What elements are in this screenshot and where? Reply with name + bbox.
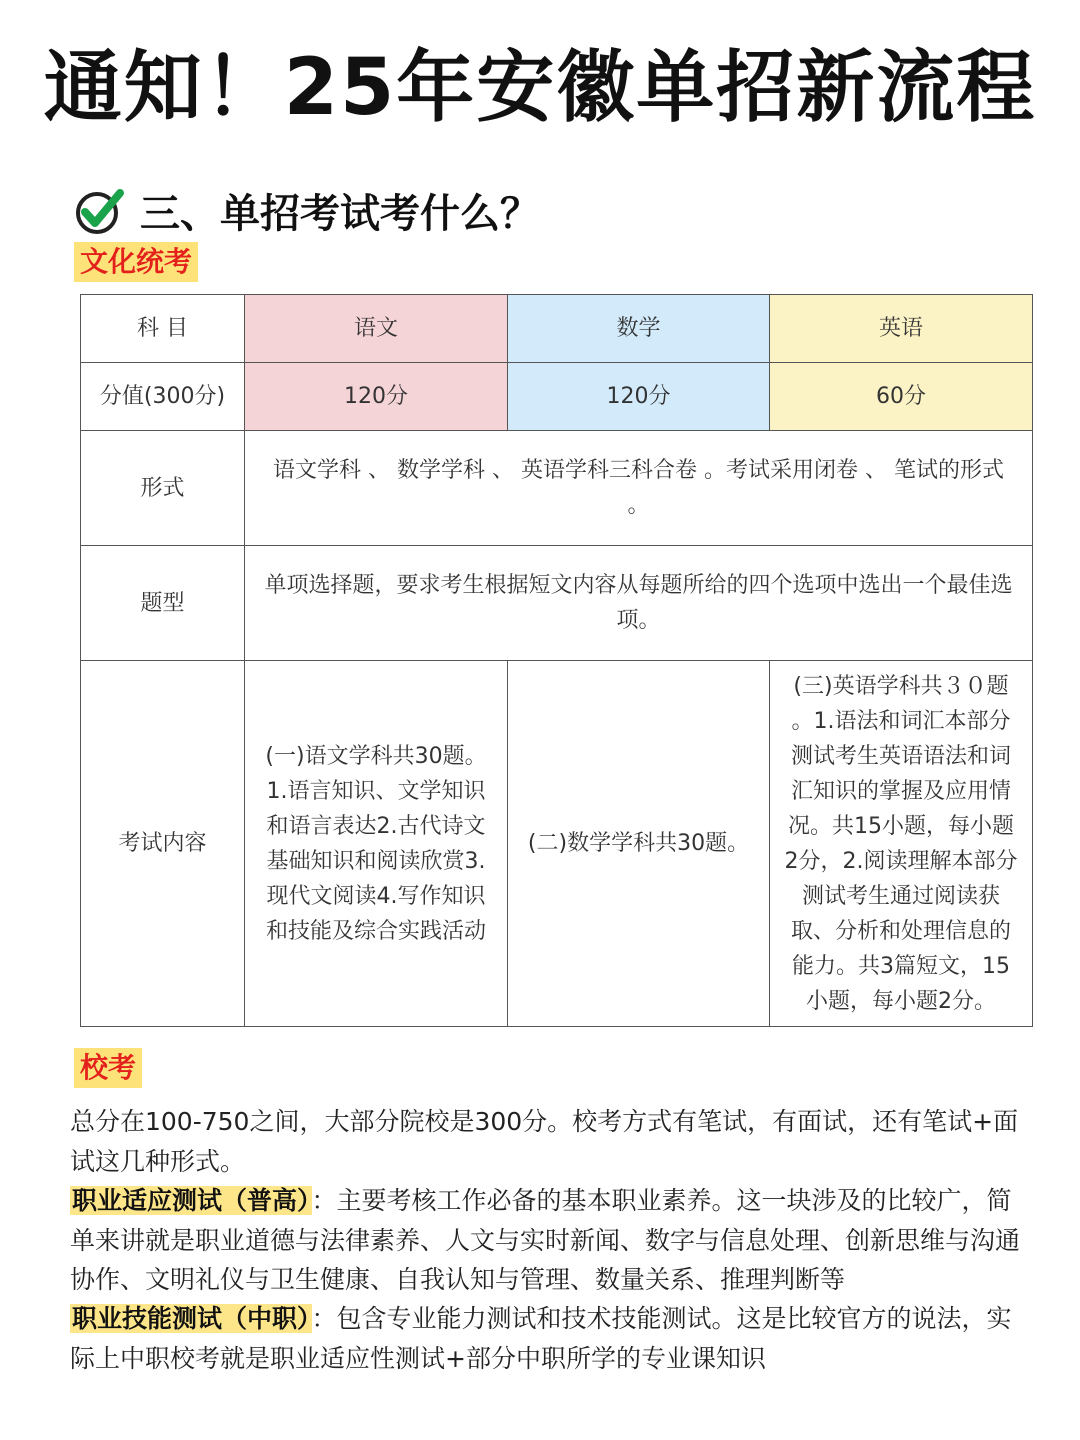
english-header: 英语: [770, 295, 1033, 363]
math-header: 数学: [508, 295, 770, 363]
table-row: [81, 363, 1033, 431]
form-text: 语文学科 、 数学学科 、 英语学科三科合卷 。考试采用闭卷 、 笔试的形式 。: [245, 431, 1033, 546]
subject-header: 科 目: [81, 295, 245, 363]
skills-paragraph: [70, 1299, 1036, 1378]
qtype-label: 题型: [81, 546, 245, 661]
vocational-label: 职业适应测试（普高）: [72, 1186, 310, 1215]
table-row: [81, 661, 1033, 1027]
chinese-header: 语文: [245, 295, 508, 363]
english-score: 60分: [770, 363, 1033, 431]
section-header: [72, 180, 540, 240]
math-content: (二)数学学科共30题。: [508, 661, 770, 1027]
table-row: [81, 295, 1033, 363]
section-title: 三、单招考试考什么？: [140, 190, 540, 237]
vocational-paragraph: [70, 1181, 1036, 1300]
table-row: [81, 546, 1033, 661]
checkmark-circle-icon: [72, 183, 126, 237]
qtype-text: 单项选择题，要求考生根据短文内容从每题所给的四个选项中选出一个最佳选项。: [245, 546, 1033, 661]
form-label: 形式: [81, 431, 245, 546]
math-score: 120分: [508, 363, 770, 431]
page-title: 通知！25年安徽单招新流程: [43, 43, 1037, 133]
english-content: (三)英语学科共３０题 。1.语法和词汇本部分测试考生英语语法和词汇知识的掌握及应用情况。共15小题，每小题2分，2.阅读理解本部分测试考生通过阅读获取、分析和处理信息的能力。共3篇短文，15小题，每小题2分。: [770, 661, 1033, 1027]
skills-label: 职业技能测试（中职）: [72, 1304, 310, 1333]
culture-exam-tag: 文化统考: [74, 242, 198, 282]
chinese-score: 120分: [245, 363, 508, 431]
vocational-text: ：主要考核工作必备的基本职业素养。这一块涉及的比较广，简单来讲就是职业道德与法律素养、人文与实时新闻、数字与信息处理、创新思维与沟通协作、文明礼仪与卫生健康、自我认知与管理、数量关系、推理判断等: [70, 1186, 1021, 1294]
school-intro: 总分在100-750之间，大部分院校是300分。校考方式有笔试，有面试，还有笔试+面试这几种形式。: [70, 1107, 1019, 1176]
exam-table: [80, 294, 1033, 1027]
skills-text: ：包含专业能力测试和技术技能测试。这是比较官方的说法，实际上中职校考就是职业适应性测试+部分中职所学的专业课知识: [70, 1304, 1012, 1373]
chinese-content: (一)语文学科共30题。1.语言知识、文学知识和语言表达2.古代诗文基础知识和阅读欣赏3.现代文阅读4.写作知识和技能及综合实践活动: [245, 661, 508, 1027]
table-row: [81, 431, 1033, 546]
content-label: 考试内容: [81, 661, 245, 1027]
school-exam-tag: 校考: [74, 1048, 142, 1088]
score-label: 分值(300分): [81, 363, 245, 431]
